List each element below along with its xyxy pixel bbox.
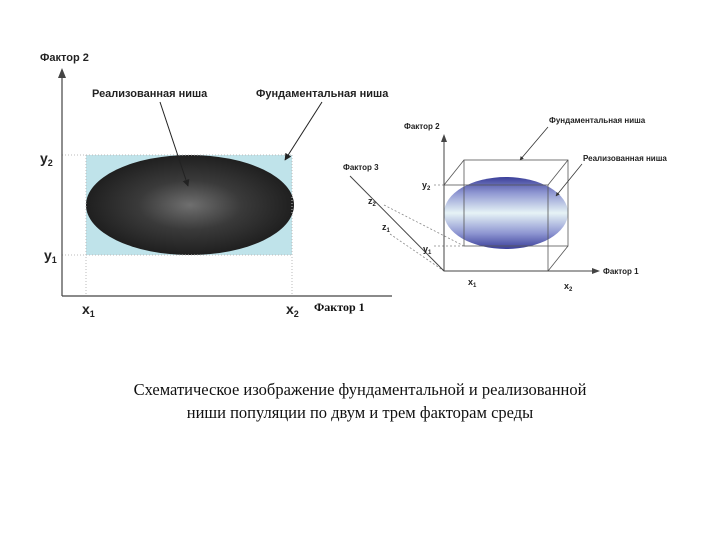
right-factor2-label: Фактор 2	[404, 122, 440, 131]
right-x1-label: $x_1$	[468, 277, 477, 289]
fundamental-pointer-arrow	[285, 102, 322, 160]
right-z2-label: $z_2$	[368, 196, 376, 208]
left-y-arrowhead	[58, 68, 66, 78]
right-factor3-label: Фактор 3	[343, 163, 379, 172]
right-realized-pointer	[556, 164, 582, 196]
left-x-axis-label: Фактор 1	[314, 300, 365, 314]
left-2d-diagram	[40, 52, 392, 319]
right-y-arrowhead	[441, 134, 447, 142]
realized-niche-ellipsoid	[444, 177, 568, 249]
caption	[60, 378, 660, 424]
left-x2-label: $x_2$	[286, 301, 299, 319]
right-x2-label: $x_2$	[564, 281, 573, 293]
right-factor1-label: Фактор 1	[603, 267, 639, 276]
right-y1-label: $y_1$	[423, 244, 432, 256]
caption-line-1: Схематическое изображение фундаментальной и реализованной	[133, 380, 587, 399]
right-y2-label: $y_2$	[422, 180, 431, 192]
caption-line-2: ниши популяции по двум и трем факторам среды	[186, 403, 534, 422]
left-fundamental-label: Фундаментальная ниша	[256, 88, 389, 100]
right-realized-label: Реализованная ниша	[583, 154, 667, 163]
left-y-axis-label: Фактор 2	[40, 52, 89, 64]
left-y2-label: $y_2$	[40, 150, 53, 168]
left-y1-label: $y_1$	[44, 247, 57, 265]
right-fundamental-label: Фундаментальная ниша	[549, 116, 646, 125]
right-3d-diagram	[343, 116, 667, 293]
right-x-arrowhead	[592, 268, 600, 274]
realized-niche-ellipse	[86, 155, 294, 255]
right-fundamental-pointer	[520, 127, 548, 160]
right-z1-label: $z_1$	[382, 222, 390, 234]
left-x1-label: $x_1$	[82, 301, 95, 319]
left-realized-label: Реализованная ниша	[92, 88, 208, 100]
